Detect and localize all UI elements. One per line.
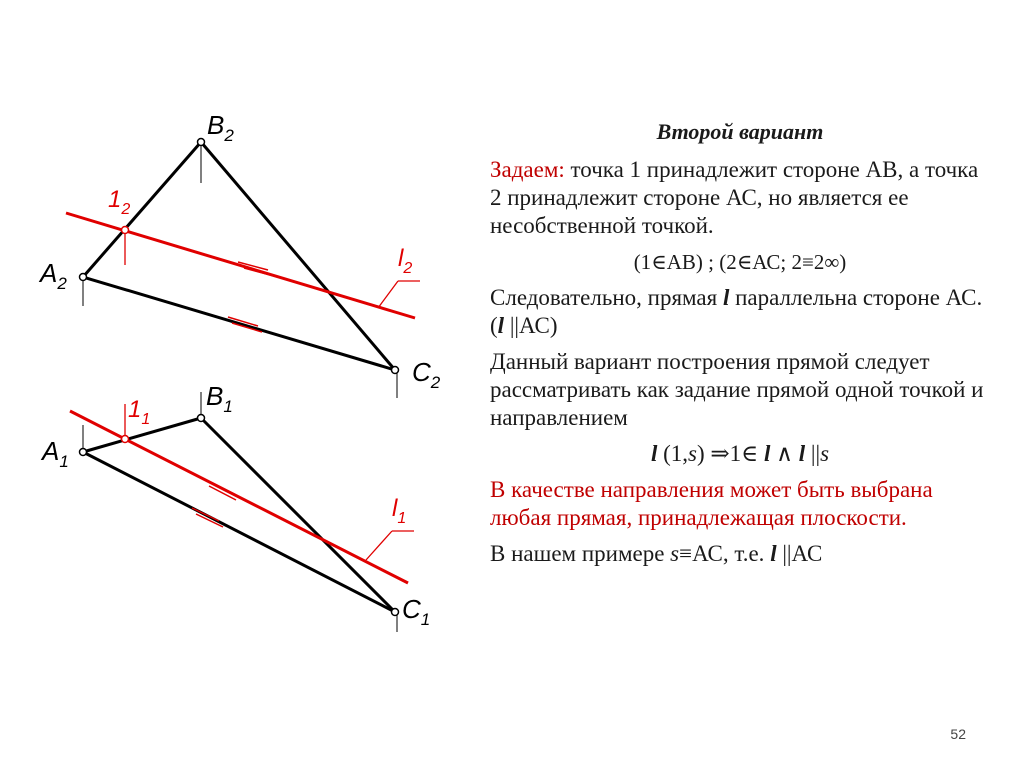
symbol-s: s <box>670 541 680 566</box>
parallel-mark-l1-1 <box>205 480 232 494</box>
symbol-l: l <box>650 441 658 466</box>
point-b1 <box>198 415 205 422</box>
segment-a1-c1 <box>83 452 395 612</box>
paragraph-consequence <box>490 284 990 340</box>
example-text-b: ≡АС, т.е. <box>679 541 771 566</box>
symbol-s: s <box>688 441 697 466</box>
line-l2 <box>66 213 415 318</box>
segment-a2-c2 <box>83 277 395 370</box>
paragraph-variant: Данный вариант построения прямой следует рассматривать как задание прямой одной точкой и направлением <box>490 349 984 430</box>
point-11 <box>122 436 129 443</box>
symbol-l: l <box>497 313 505 338</box>
point-a1 <box>80 449 87 456</box>
consequence-text-a: Следовательно, прямая <box>490 285 723 310</box>
segment-b1-c1 <box>201 418 395 612</box>
example-text-c: ||АС <box>776 541 823 566</box>
point-b2 <box>198 139 205 146</box>
consequence-text-c: ||АС) <box>504 313 558 338</box>
formula-membership: (1∈АВ) ; (2∈АС; 2≡2∞) <box>633 250 847 274</box>
leader-l2 <box>378 281 398 308</box>
paragraph-direction-note: В качестве направления может быть выбрана любая прямая, принадлежащая плоскости. <box>490 477 933 530</box>
formula-direction <box>490 440 990 468</box>
label-a2: $A_2$ <box>40 258 67 293</box>
point-12 <box>122 227 129 234</box>
point-c2 <box>392 367 399 374</box>
bottom-projection <box>83 392 397 632</box>
paragraph-given <box>490 156 990 240</box>
label-12: $1_2$ <box>108 186 131 218</box>
formula-part: || <box>805 441 821 466</box>
label-b1: $B_1$ <box>206 381 233 416</box>
segment-a2-b2 <box>83 142 201 277</box>
point-c1 <box>392 609 399 616</box>
point-a2 <box>80 274 87 281</box>
line-l1 <box>70 411 408 583</box>
paragraph-example <box>490 540 990 568</box>
symbol-l: l <box>722 285 730 310</box>
symbol-s: s <box>820 441 830 466</box>
bottom-line-l1 <box>70 404 414 583</box>
label-11: $1_1$ <box>128 396 151 428</box>
example-text-a: В нашем примере <box>490 541 671 566</box>
page-number: 52 <box>950 726 966 742</box>
segment-b2-c2 <box>201 142 395 370</box>
symbol-l: l <box>763 441 771 466</box>
leader-l1 <box>366 531 392 560</box>
label-l1: $l_1$ <box>392 495 407 527</box>
given-text: точка 1 принадлежит стороне АВ, а точка 2 принадлежит стороне АС, но является ее несобственной точкой. <box>490 157 979 238</box>
top-projection <box>83 142 397 398</box>
symbol-l: l <box>798 441 806 466</box>
symbol-l: l <box>770 541 777 566</box>
top-line-l2 <box>66 213 420 318</box>
formula-part: (1, <box>657 441 689 466</box>
label-c1: $C_1$ <box>402 594 431 629</box>
given-label: Задаем: <box>490 157 565 182</box>
epure-drawing <box>0 0 470 700</box>
label-l2: $l_2$ <box>398 245 413 277</box>
label-c2: $C_2$ <box>412 357 441 392</box>
label-a1: $A_1$ <box>42 436 69 471</box>
consequence-text-b: параллельна стороне АС. ( <box>490 285 983 338</box>
explanation-text <box>490 118 990 576</box>
label-b2: $B_2$ <box>207 110 234 145</box>
section-title: Второй вариант <box>656 119 824 144</box>
formula-part: ∧ <box>770 441 799 466</box>
formula-part: ) ⇒1∈ <box>697 441 764 466</box>
parallel-mark-l2-2 <box>244 268 274 276</box>
